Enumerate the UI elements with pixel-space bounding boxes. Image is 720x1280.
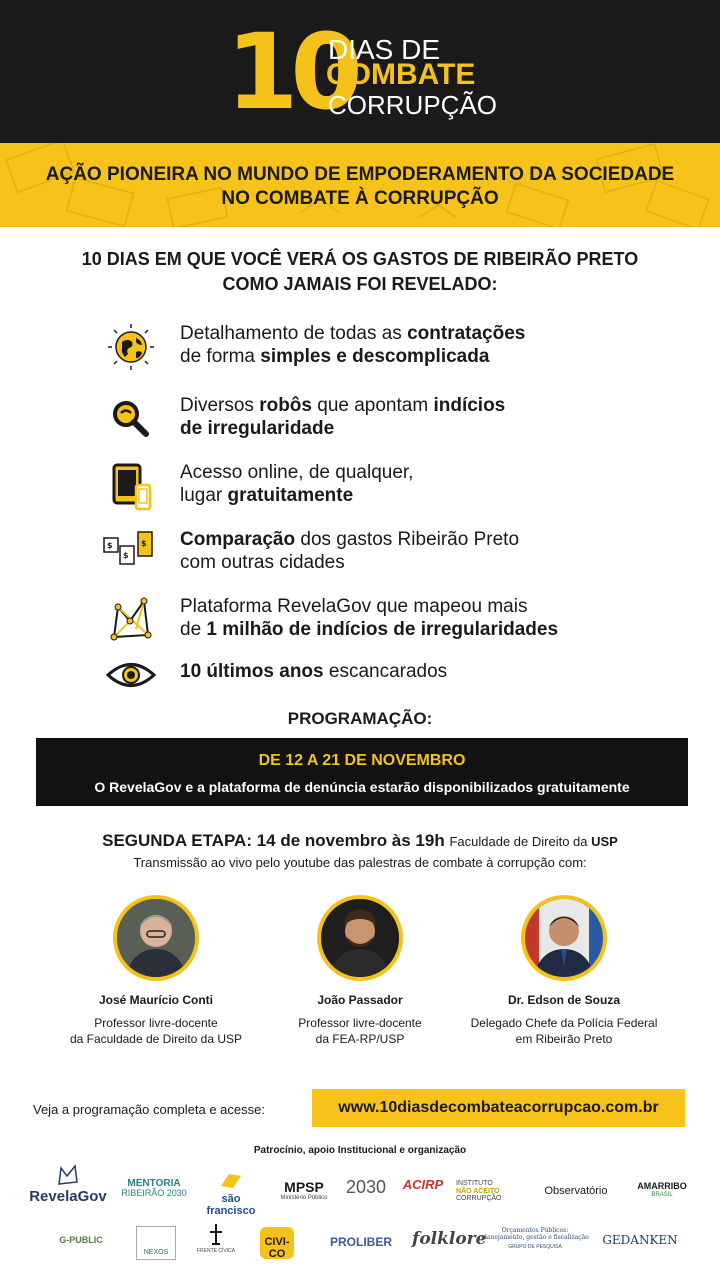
- cta-label: Veja a programação completa e acesse:: [33, 1102, 265, 1117]
- sponsor-nao-aceito-corrupcao: INSTITUTO NÃO ACEITO CORRUPÇÃO: [456, 1180, 502, 1203]
- revelagov-icon: [106, 595, 156, 645]
- speaker-desc: Professor livre-docente da Faculdade de Direito da USP: [69, 1016, 243, 1046]
- subtitle-line-2: COMO JAMAIS FOI REVELADO:: [222, 274, 498, 294]
- banner-text: [0, 163, 720, 211]
- svg-text:$: $: [107, 541, 113, 550]
- feature-text: Detalhamento de todas as contratações de forma simples e descomplicada: [180, 323, 526, 367]
- transmission-text: Transmissão ao vivo pelo youtube das palestras de combate à corrupção com:: [133, 855, 587, 870]
- magnifier-icon: [106, 394, 156, 444]
- sponsor-gedanken: GEDANKEN: [602, 1233, 678, 1247]
- feature-robos: [0, 394, 720, 454]
- logo-line-3: CORRUPÇÃO: [328, 90, 498, 120]
- revelagov-logo-icon: [56, 1164, 80, 1186]
- banner: [0, 143, 720, 227]
- feature-text: Acesso online, de qualquer, lugar gratuitamente: [180, 462, 414, 506]
- programacao-dates: DE 12 A 21 DE NOVEMBRO: [258, 752, 466, 769]
- banner-line-1: AÇÃO PIONEIRA NO MUNDO DE EMPODERAMENTO DA SOCIEDADE: [45, 164, 675, 185]
- eye-icon: [106, 660, 156, 690]
- feature-text: 10 últimos anos escancarados: [180, 661, 448, 682]
- feature-acesso: [0, 461, 720, 521]
- speaker-card: [444, 895, 684, 1047]
- speaker-desc: Professor livre-docente da FEA-RP/USP: [298, 1016, 422, 1046]
- sponsor-acirp: ACIRP: [402, 1177, 444, 1192]
- feature-revelagov: [0, 595, 720, 655]
- speaker-name: João Passador: [317, 993, 403, 1007]
- sponsor-proliber: PROLIBER: [329, 1235, 392, 1249]
- logo-line-2: COMBATE: [326, 58, 476, 91]
- programacao-desc: O RevelaGov e a plataforma de denúncia estarão disponibilizados gratuitamente: [94, 779, 630, 795]
- receipts-icon: [100, 528, 158, 578]
- etapa-place-bold: USP: [591, 834, 618, 849]
- avatar: [113, 895, 199, 981]
- speaker-name: José Maurício Conti: [98, 993, 214, 1007]
- avatar: [317, 895, 403, 981]
- svg-text:$: $: [141, 539, 147, 548]
- sponsor-mentoria: MENTORIA RIBEIRÃO 2030: [121, 1178, 187, 1198]
- sponsors-title: Patrocínio, apoio Institucional e organização: [253, 1145, 467, 1156]
- feature-text: Comparação dos gastos Ribeirão Preto com outras cidades: [180, 529, 520, 573]
- sponsor-ribeirao-2030: 2030: [345, 1177, 387, 1197]
- sponsor-amarribo: AMARRIBO BRASIL: [637, 1181, 687, 1198]
- globe-icon: [106, 322, 156, 372]
- speaker-name: Dr. Edson de Souza: [507, 993, 621, 1007]
- website-link[interactable]: www.10diasdecombateacorrupcao.com.br: [312, 1089, 685, 1127]
- sao-francisco-logo-icon: [219, 1172, 243, 1190]
- sponsor-gpublic: G-PUBLIC: [59, 1235, 103, 1245]
- frente-civica-logo-icon: [208, 1224, 224, 1246]
- sponsor-folklore: folklore: [412, 1229, 487, 1249]
- etapa-place: Faculdade de Direito da: [449, 834, 592, 849]
- etapa-label: SEGUNDA ETAPA: 14 de novembro às 19h: [102, 831, 445, 850]
- sponsor-nexos: NEXOS: [136, 1226, 176, 1260]
- header: [0, 0, 720, 143]
- feature-contratacoes: [0, 322, 720, 382]
- sponsor-orcamentos-publicos: Orçamentos Públicos: planejamento, gestão e fiscalização GRUPO DE PESQUISA: [481, 1227, 589, 1251]
- sponsor-observatorio: Observatório: [544, 1185, 608, 1197]
- programacao-title: PROGRAMAÇÃO:: [287, 709, 433, 728]
- feature-comparacao: [0, 528, 720, 588]
- logo-number: 10: [226, 11, 355, 133]
- subtitle-line-1: 10 DIAS EM QUE VOCÊ VERÁ OS GASTOS DE RIBEIRÃO PRETO: [81, 249, 639, 269]
- feature-text: Plataforma RevelaGov que mapeou mais de 1 milhão de indícios de irregularidades: [180, 596, 559, 640]
- sponsor-frente-civica: FRENTE CÍVICA: [194, 1224, 238, 1254]
- sponsor-mpsp: MPSP Ministério Público: [280, 1179, 328, 1202]
- tablet-phone-icon: [106, 461, 156, 511]
- programacao-box: [36, 738, 688, 806]
- avatar: [521, 895, 607, 981]
- sponsor-revelagov: RevelaGov: [26, 1164, 110, 1205]
- sponsor-civi-co: CIVI-CO: [260, 1227, 294, 1259]
- segunda-etapa: [0, 831, 720, 851]
- feature-text: Diversos robôs que apontam indícios de irregularidade: [180, 395, 506, 439]
- speaker-desc: Delegado Chefe da Polícia Federal em Ribeirão Preto: [470, 1016, 658, 1046]
- subtitle: [0, 247, 720, 297]
- sponsor-sao-francisco: são francisco: [196, 1172, 266, 1217]
- svg-text:$: $: [123, 551, 129, 560]
- logo-line-1: DIAS DE: [328, 34, 441, 65]
- banner-line-2: NO COMBATE À CORRUPÇÃO: [221, 188, 499, 209]
